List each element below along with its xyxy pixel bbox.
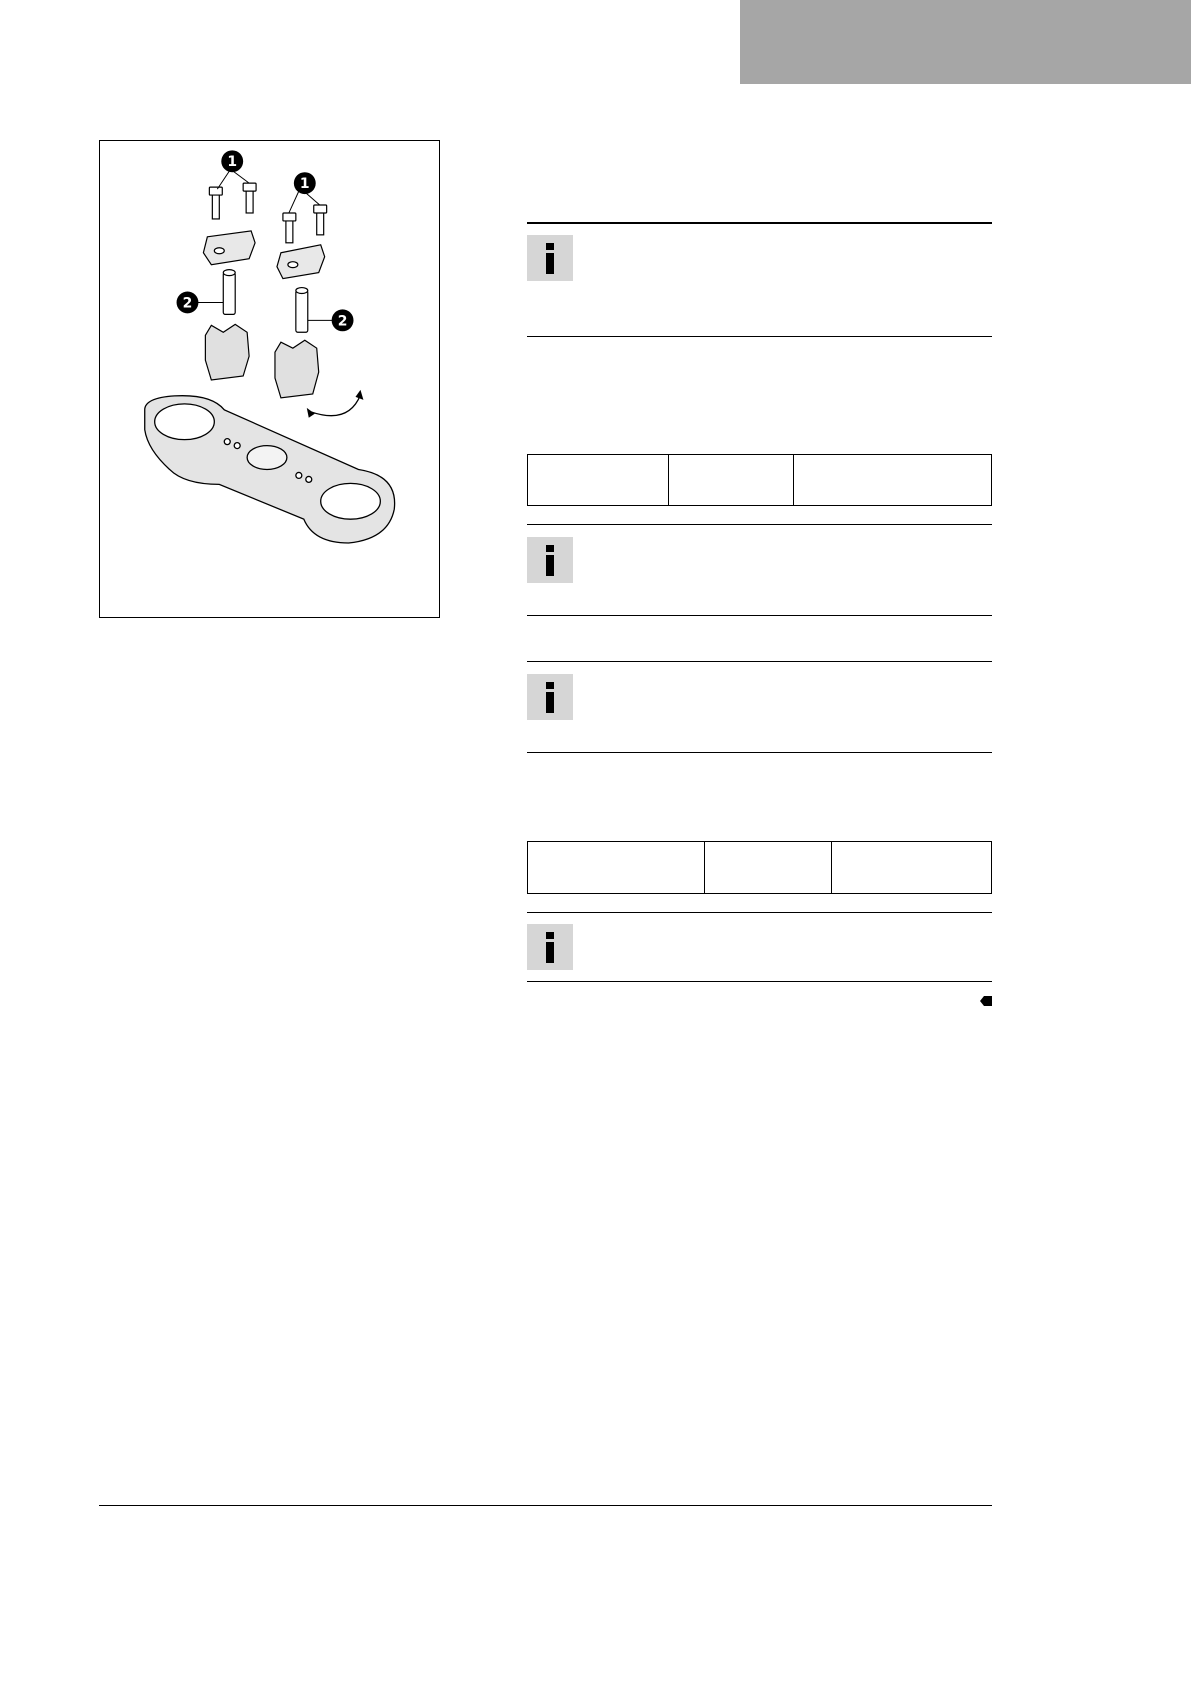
info-icon-stem — [546, 555, 554, 576]
callout-2-right — [308, 309, 354, 331]
clamp-mounting-bolts — [223, 270, 308, 333]
note-divider-bottom — [527, 336, 992, 337]
spec-table — [527, 841, 992, 894]
triple-clamp-illustration — [100, 141, 439, 617]
info-icon — [527, 924, 573, 970]
lower-clamp-bases — [205, 324, 318, 398]
callout-2-left — [177, 292, 224, 314]
rotation-arrow — [311, 395, 361, 416]
footer-divider — [99, 1505, 992, 1506]
info-icon — [527, 235, 573, 281]
spec-cell — [705, 842, 832, 894]
spec-cell — [528, 842, 705, 894]
spec-cell — [528, 455, 669, 506]
note-divider-bottom — [527, 752, 992, 753]
info-icon-stem — [546, 942, 554, 963]
left-clamp-bolts — [209, 183, 256, 219]
info-icon — [527, 537, 573, 583]
info-icon-stem — [546, 253, 554, 274]
note-divider-top — [527, 661, 992, 662]
exploded-view-figure — [99, 140, 440, 618]
note-divider-top — [527, 912, 992, 913]
callout-label: 2 — [182, 295, 193, 312]
callout-label: 2 — [337, 313, 348, 330]
spec-cell — [794, 455, 992, 506]
info-icon-stem — [546, 692, 554, 713]
info-icon-dot — [546, 932, 554, 939]
spec-table — [527, 454, 992, 506]
callout-label: 1 — [299, 176, 310, 193]
end-of-section-marker-icon — [980, 995, 992, 1007]
note-divider-bottom — [527, 615, 992, 616]
note-divider-top — [527, 222, 992, 224]
info-icon-dot — [546, 243, 554, 250]
note-divider-top — [527, 524, 992, 525]
info-icon — [527, 674, 573, 720]
triple-clamp — [145, 396, 395, 543]
callout-label: 1 — [227, 154, 238, 171]
info-icon-dot — [546, 545, 554, 552]
spec-cell — [832, 842, 992, 894]
spec-cell — [669, 455, 794, 506]
chapter-header-tab — [740, 0, 1191, 84]
info-icon-dot — [546, 682, 554, 689]
note-divider-bottom — [527, 981, 992, 982]
upper-clamp-caps — [203, 231, 324, 279]
